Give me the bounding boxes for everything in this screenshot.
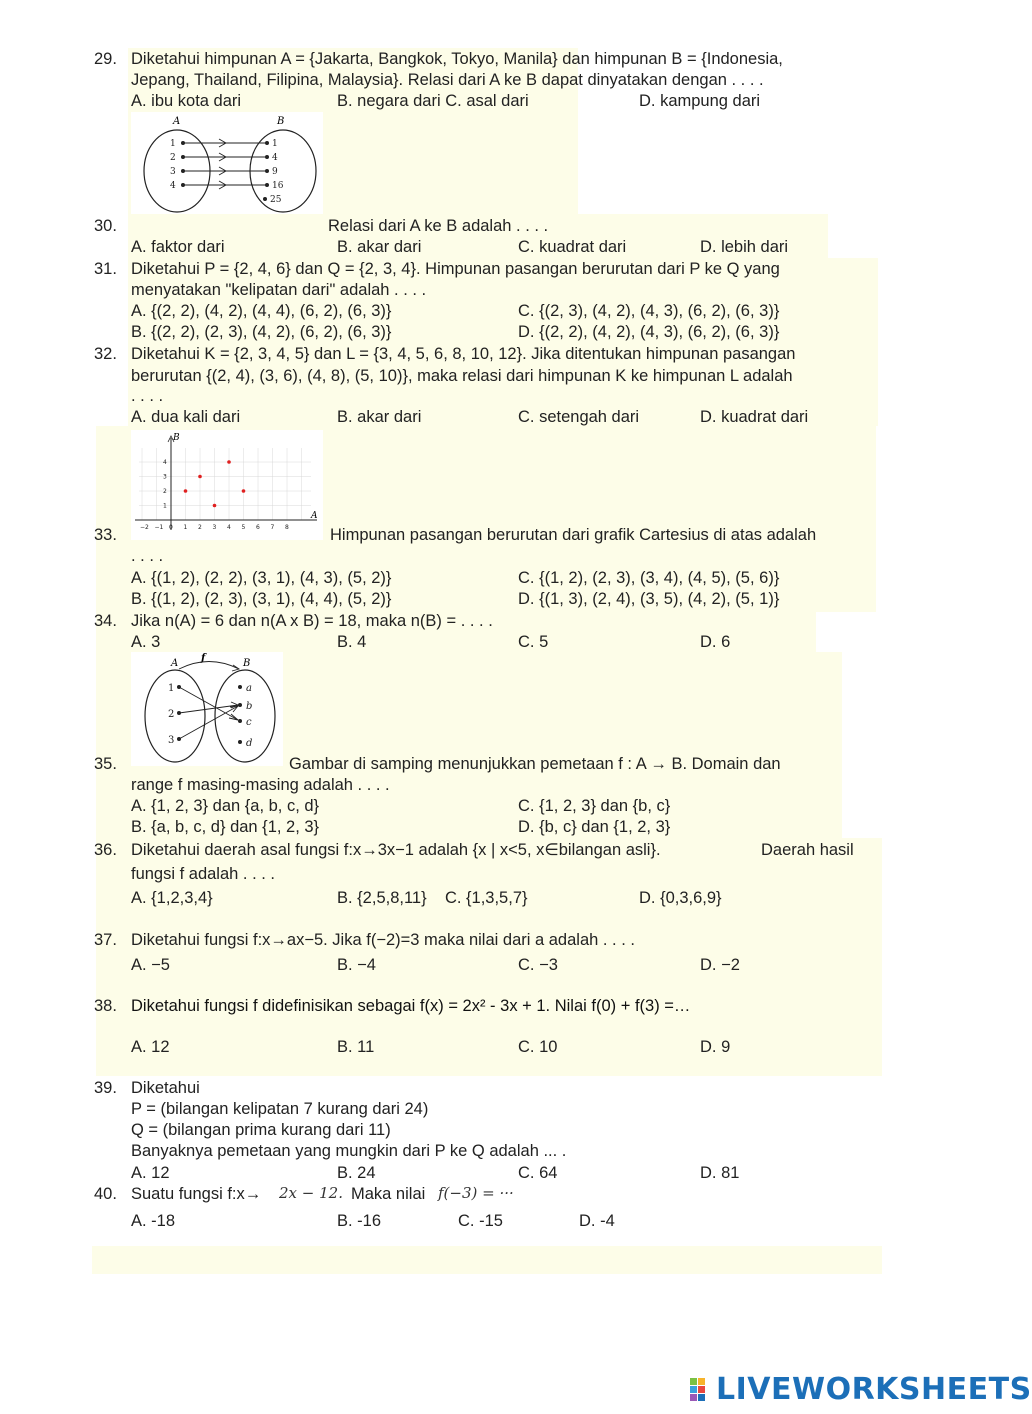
q32-number: 32. <box>94 345 117 363</box>
q30-a-item: 2 <box>170 153 176 163</box>
answer-box-q40[interactable] <box>92 1246 882 1274</box>
q29-option-a: A. ibu kota dari <box>131 92 242 110</box>
q39-stem-line2: P = (bilangan kelipatan 7 kurang dari 24) <box>131 1100 429 1118</box>
q35-set-b-label: B <box>243 658 251 669</box>
q35-option-c: C. {1, 2, 3} dan {b, c} <box>518 797 671 815</box>
q30-stem: Relasi dari A ke B adalah . . . . <box>328 217 549 235</box>
q33-y-tick-label: 2 <box>163 488 167 495</box>
q31-stem-line1: Diketahui P = {2, 4, 6} dan Q = {2, 3, 4}. Himpunan pasangan berurutan dari P ke Q yang <box>131 260 780 278</box>
q35-b-item: a <box>246 683 252 694</box>
q36-option-bc: B. {2,5,8,11} C. {1,3,5,7} <box>337 889 528 907</box>
q34-option-d: D. 6 <box>700 633 731 651</box>
q34-stem: Jika n(A) = 6 dan n(A x B) = 18, maka n(B) = . . . . <box>131 612 493 630</box>
q32-option-d: D. kuadrat dari <box>700 408 809 426</box>
q40-formula: 2x − 12. <box>279 1184 343 1202</box>
q39-option-a: A. 12 <box>131 1164 170 1182</box>
q34-option-b: B. 4 <box>337 633 367 651</box>
q33-cartesian-graph <box>131 430 323 540</box>
q33-x-tick-label: 8 <box>285 524 289 531</box>
q40-formula-2: f(−3) = ··· <box>438 1184 514 1202</box>
q33-stem-dots: . . . . <box>131 547 164 565</box>
q39-option-d: D. 81 <box>700 1164 740 1182</box>
q40-number: 40. <box>94 1185 117 1203</box>
q40-option-b: B. -16 <box>337 1212 382 1230</box>
q33-x-tick-label: 1 <box>183 524 188 531</box>
q33-y-axis-label: B <box>173 433 180 443</box>
q37-number: 37. <box>94 931 117 949</box>
q33-x-tick-label: 4 <box>227 524 231 531</box>
q37-stem: Diketahui fungsi f:x→ax−5. Jika f(−2)=3 maka nilai dari a adalah . . . . <box>131 931 635 949</box>
q38-stem: Diketahui fungsi f didefinisikan sebagai f(x) = 2x² - 3x + 1. Nilai f(0) + f(3) =… <box>131 997 691 1015</box>
q30-a-item: 3 <box>170 167 176 177</box>
liveworksheets-logo-icon <box>690 1378 714 1402</box>
q35-option-b: B. {a, b, c, d} dan {1, 2, 3} <box>131 818 320 836</box>
q39-stem-line3: Q = (bilangan prima kurang dari 11) <box>131 1121 391 1139</box>
q33-data-point <box>213 504 217 508</box>
q38-number: 38. <box>94 997 117 1015</box>
q35-a-item: 2 <box>168 709 175 720</box>
q35-stem-line2: range f masing-masing adalah . . . . <box>131 776 390 794</box>
q30-arrow-diagram <box>131 112 323 214</box>
q33-option-b: B. {(1, 2), (2, 3), (3, 1), (4, 4), (5, 2)} <box>131 590 392 608</box>
q40-option-c: C. -15 <box>458 1212 503 1230</box>
q33-x-axis-label: A <box>311 511 318 521</box>
q30-option-a: A. faktor dari <box>131 238 225 256</box>
q35-mapping-diagram <box>131 652 283 766</box>
q39-option-c: C. 64 <box>518 1164 558 1182</box>
q38-option-a: A. 12 <box>131 1038 170 1056</box>
q33-x-tick-label: 2 <box>198 524 202 531</box>
q29-number: 29. <box>94 50 117 68</box>
q34-number: 34. <box>94 612 117 630</box>
q30-b-item: 1 <box>272 139 278 149</box>
q33-x-tick-label: 6 <box>256 524 260 531</box>
q35-set-a-label: A <box>171 658 179 669</box>
q33-y-tick-label: 3 <box>163 473 167 481</box>
q33-option-d: D. {(1, 3), (2, 4), (3, 5), (4, 2), (5, 1)} <box>518 590 780 608</box>
q36-option-d: D. {0,3,6,9} <box>639 889 722 907</box>
q35-number: 35. <box>94 755 117 773</box>
q36-number: 36. <box>94 841 117 859</box>
q33-x-tick-label: 7 <box>270 524 275 531</box>
q40-option-a: A. -18 <box>131 1212 176 1230</box>
q37-option-d: D. −2 <box>700 956 740 974</box>
q32-option-b: B. akar dari <box>337 408 422 426</box>
q33-data-point <box>184 489 188 493</box>
q36-stem-line1: Diketahui daerah asal fungsi f:x→3x−1 adalah {x | x<5, x∈bilangan asli}. <box>131 841 661 859</box>
q30-set-a-label: A <box>173 116 181 127</box>
liveworksheets-logo[interactable]: LIVEWORKSHEETS <box>716 1372 1032 1407</box>
q32-stem-line1: Diketahui K = {2, 3, 4, 5} dan L = {3, 4, 5, 6, 8, 10, 12}. Jika ditentukan himpunan pasangan <box>131 345 796 363</box>
q37-option-a: A. −5 <box>131 956 170 974</box>
q35-stem: Gambar di samping menunjukkan pemetaan f : A → B. Domain dan <box>289 755 781 773</box>
q39-option-b: B. 24 <box>337 1164 376 1182</box>
q30-b-item: 9 <box>272 167 278 177</box>
q33-option-c: C. {(1, 2), (2, 3), (3, 4), (4, 5), (5, 6)} <box>518 569 780 587</box>
q31-option-d: D. {(2, 2), (4, 2), (4, 3), (6, 2), (6, 3)} <box>518 323 780 341</box>
q32-stem-line2: berurutan {(2, 4), (3, 6), (4, 8), (5, 10)}, maka relasi dari himpunan K ke himpunan L adalah <box>131 367 793 385</box>
q35-b-item: b <box>246 701 253 712</box>
q32-option-a: A. dua kali dari <box>131 408 241 426</box>
q29-stem-line2: Jepang, Thailand, Filipina, Malaysia}. Relasi dari A ke B dapat dinyatakan dengan . . . . <box>131 71 764 89</box>
q33-y-tick-label: 4 <box>163 459 167 466</box>
q31-stem-line2: menyatakan "kelipatan dari" adalah . . . . <box>131 281 427 299</box>
q31-number: 31. <box>94 260 117 278</box>
q34-option-c: C. 5 <box>518 633 549 651</box>
q30-set-b-label: B <box>277 116 285 127</box>
q29-option-bc: B. negara dari C. asal dari <box>337 92 529 110</box>
q33-x-tick-label: 5 <box>241 524 246 531</box>
q32-stem-line3: . . . . <box>131 387 164 405</box>
q32-option-c: C. setengah dari <box>518 408 640 426</box>
q33-number: 33. <box>94 526 117 544</box>
q33-x-tick-label: −2 <box>140 524 149 531</box>
q30-option-b: B. akar dari <box>337 238 422 256</box>
q35-a-item: 1 <box>168 683 175 694</box>
q36-stem-line1b: Daerah hasil <box>761 841 854 859</box>
q31-option-a: A. {(2, 2), (4, 2), (4, 4), (6, 2), (6, 3)} <box>131 302 392 320</box>
q39-stem-line4: Banyaknya pemetaan yang mungkin dari P ke Q adalah ... . <box>131 1142 567 1160</box>
q33-x-tick-label: 3 <box>212 524 217 531</box>
q33-data-point <box>227 460 231 464</box>
q34-option-a: A. 3 <box>131 633 161 651</box>
q30-b-item: 16 <box>272 181 284 191</box>
q36-option-a: A. {1,2,3,4} <box>131 889 213 907</box>
q33-y-tick-label: 1 <box>163 502 167 510</box>
q31-option-c: C. {(2, 3), (4, 2), (4, 3), (6, 2), (6, 3)} <box>518 302 780 320</box>
q37-option-c: C. −3 <box>518 956 558 974</box>
q33-option-a: A. {(1, 2), (2, 2), (3, 1), (4, 3), (5, 2)} <box>131 569 392 587</box>
q30-number: 30. <box>94 217 117 235</box>
q35-a-item: 3 <box>168 735 175 746</box>
q39-number: 39. <box>94 1079 117 1097</box>
q35-option-d: D. {b, c} dan {1, 2, 3} <box>518 818 671 836</box>
q33-stem: Himpunan pasangan berurutan dari grafik Cartesius di atas adalah <box>330 526 817 544</box>
q30-b-item: 25 <box>270 195 282 205</box>
q38-option-b: B. 11 <box>337 1038 375 1056</box>
q33-data-point <box>242 489 246 493</box>
q38-option-c: C. 10 <box>518 1038 558 1056</box>
q30-a-item: 4 <box>170 181 176 191</box>
q40-option-d: D. -4 <box>579 1212 615 1230</box>
q30-b-item: 4 <box>272 153 278 163</box>
q37-option-b: B. −4 <box>337 956 376 974</box>
q35-func-label: f <box>201 653 206 664</box>
q29-stem-line1: Diketahui himpunan A = {Jakarta, Bangkok, Tokyo, Manila} dan himpunan B = {Indonesia, <box>131 50 783 68</box>
q39-stem-line1: Diketahui <box>131 1079 200 1097</box>
q31-option-b: B. {(2, 2), (2, 3), (4, 2), (6, 2), (6, 3)} <box>131 323 392 341</box>
q33-x-tick-label: 0 <box>169 524 173 531</box>
q35-option-a: A. {1, 2, 3} dan {a, b, c, d} <box>131 797 320 815</box>
q36-stem-line2: fungsi f adalah . . . . <box>131 865 276 883</box>
q40-stem-mid: Maka nilai <box>351 1185 426 1203</box>
q30-option-c: C. kuadrat dari <box>518 238 627 256</box>
q35-b-item: d <box>246 738 253 749</box>
q30-a-item: 1 <box>170 139 176 149</box>
q29-option-d: D. kampung dari <box>639 92 761 110</box>
q38-option-d: D. 9 <box>700 1038 731 1056</box>
q35-b-item: c <box>246 717 252 728</box>
q40-stem-prefix: Suatu fungsi f:x→ <box>131 1185 262 1203</box>
q33-data-point <box>198 475 202 479</box>
q30-option-d: D. lebih dari <box>700 238 789 256</box>
q33-x-tick-label: −1 <box>154 524 164 531</box>
